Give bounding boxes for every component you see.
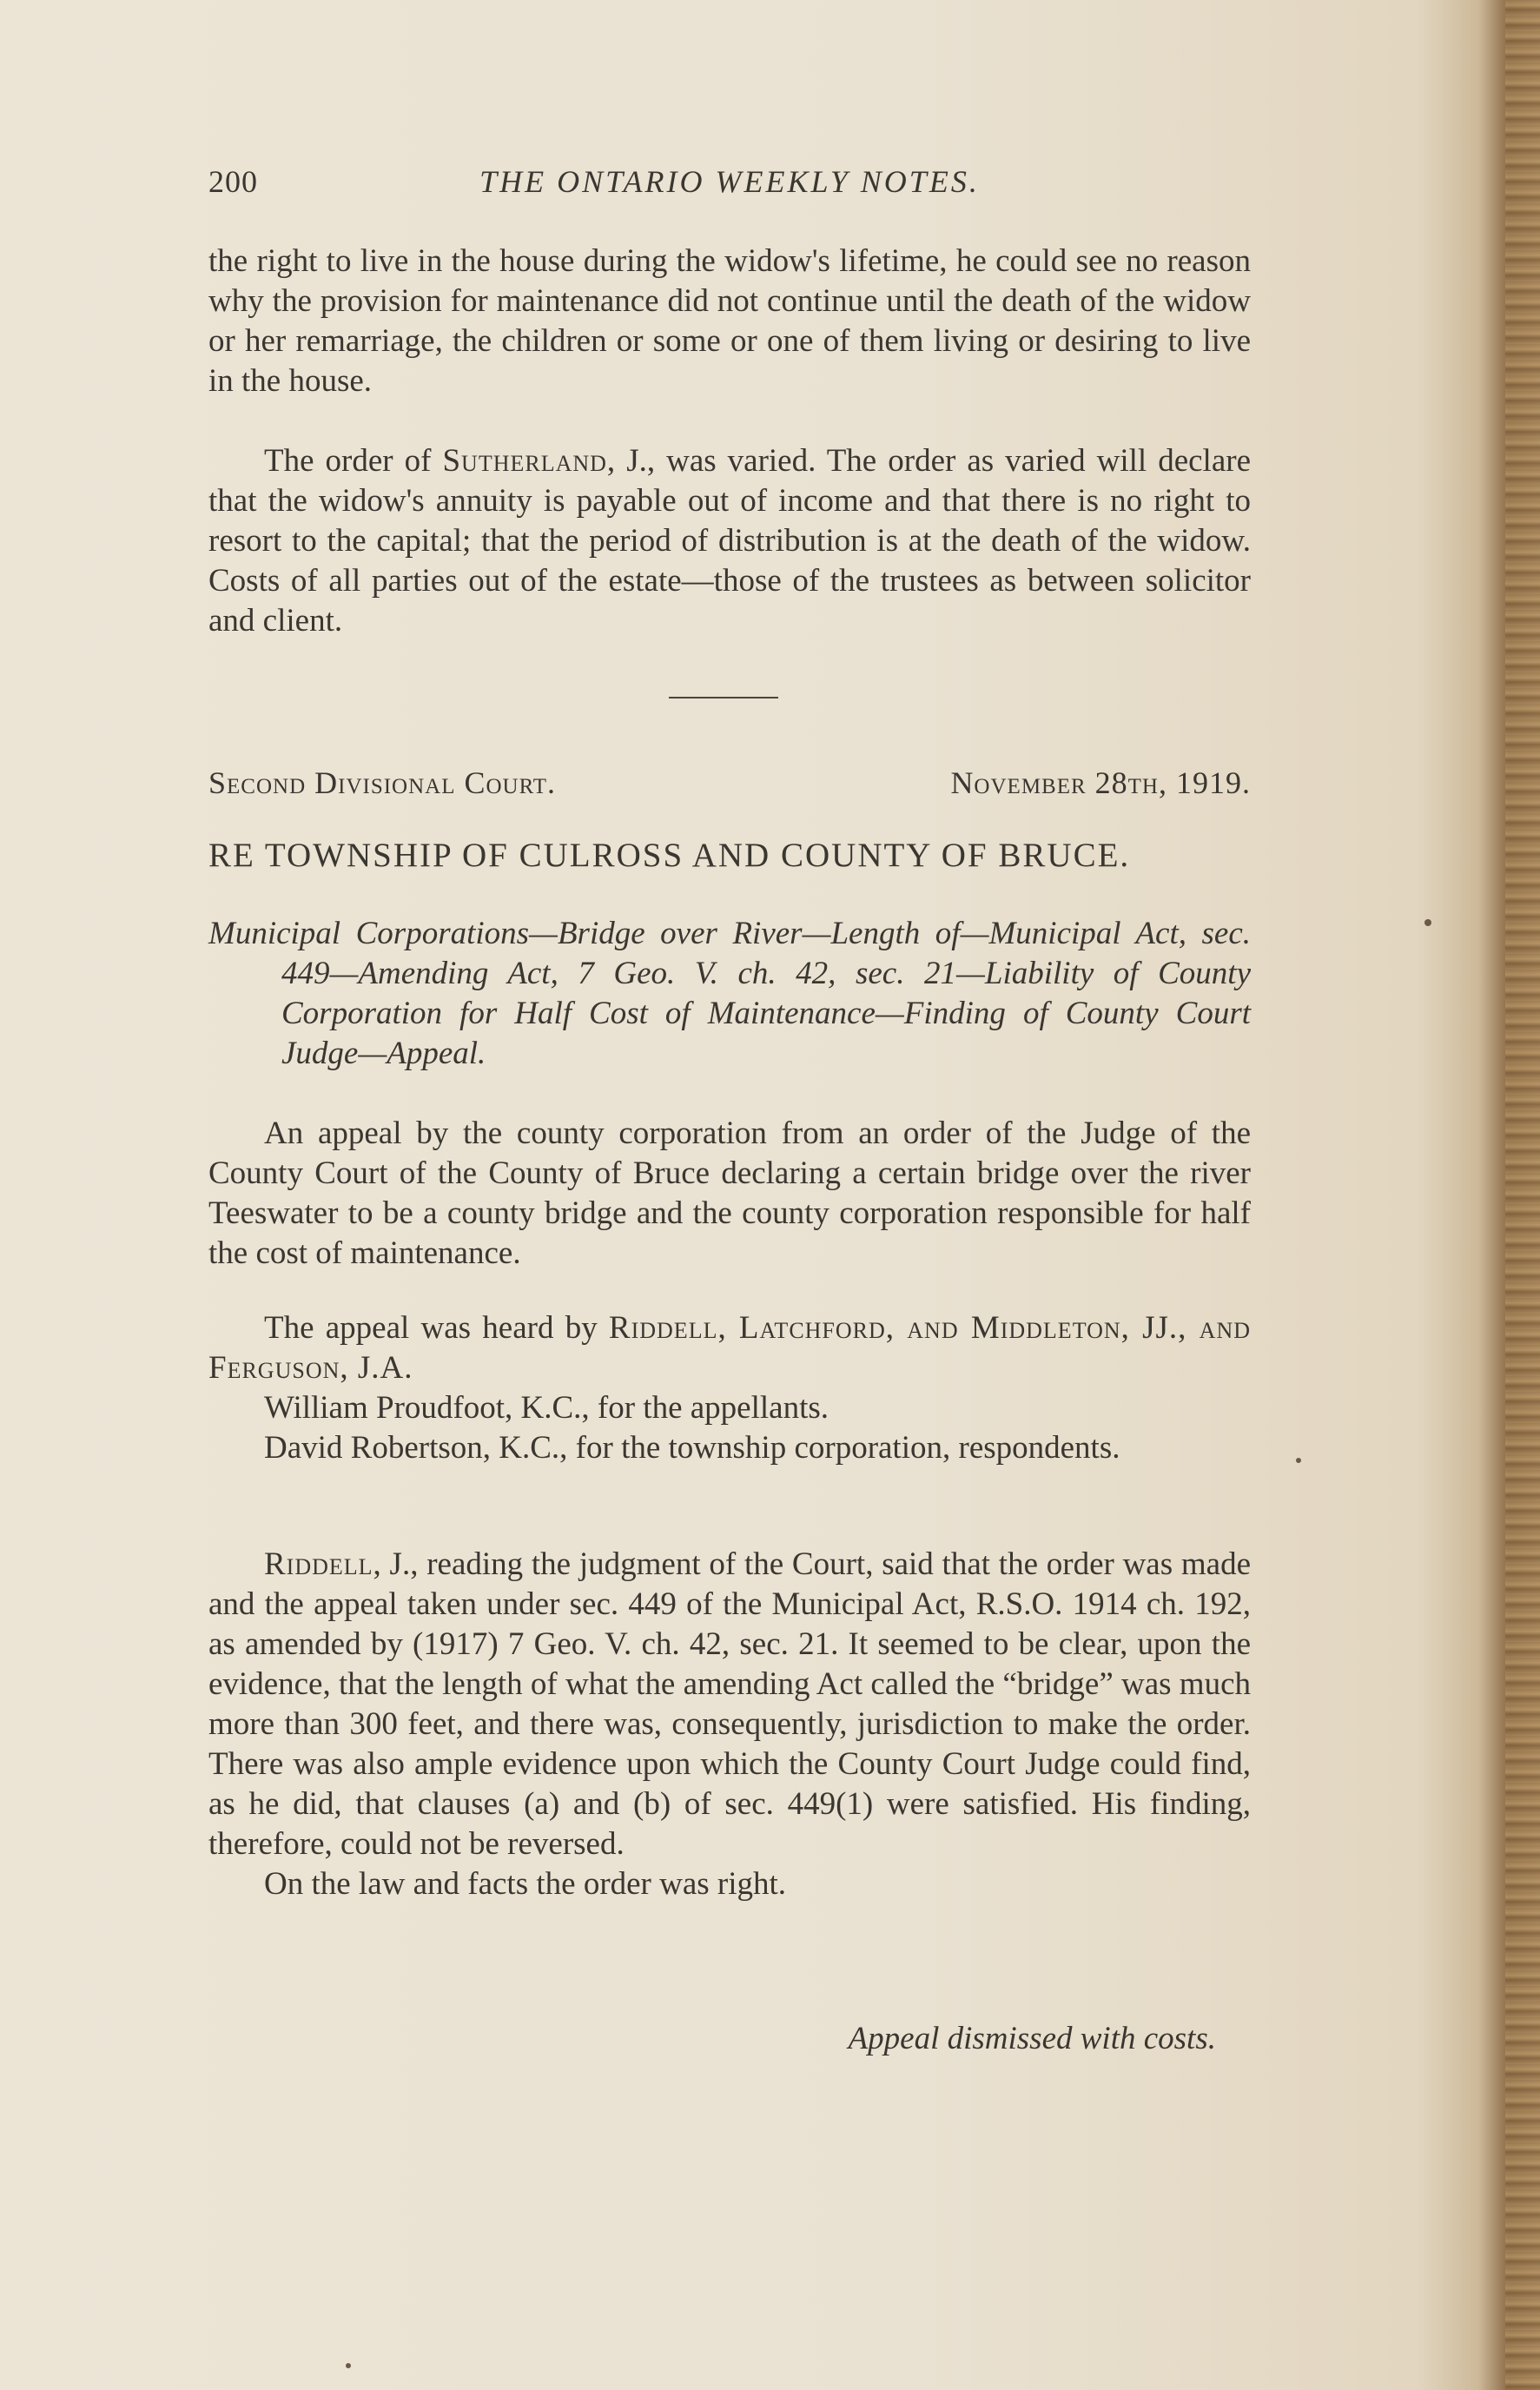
judgment-paragraph [208, 1545, 1251, 1864]
hearing-section [208, 1308, 1251, 1468]
court-name: Second Divisional Court. [208, 765, 557, 800]
judgment-judge: Riddell [264, 1546, 373, 1582]
result-line: Appeal dismissed with costs. [848, 2021, 1216, 2056]
judgment-section [208, 1545, 1251, 1904]
heard-by-pre: The appeal was heard by [264, 1310, 609, 1346]
order-section [208, 441, 1251, 641]
paper-speck [346, 2363, 351, 2368]
heard-by [208, 1308, 1251, 1388]
closing-line: On the law and facts the order was right. [264, 1866, 787, 1902]
order-pre: The order of [264, 443, 443, 479]
paper-speck [1296, 1458, 1301, 1463]
paper-speck [1424, 919, 1431, 926]
judgment-text: , J., reading the judgment of the Court, said that the order was made and the appeal taken under sec. 449 of the Municipal Act, R.S.O. 1914 ch. 192, as amended by (1917) 7 Geo. V. ch. 42, sec. 21. It seemed to be clear, upon the evidence, that the length of what the amending Act called the “bridge” was much more than 300 feet, and there was, consequently, jurisdiction to make the order. There was also ample evidence upon which the County Court Judge could find, as he did, that clauses (a) and (b) of sec. 449(1) were satisfied. His finding, therefore, could not be reversed. [208, 1546, 1252, 1862]
appeal-paragraph: An appeal by the county corporation from an order of the Judge of the County Court of the County of Bruce declaring a certain bridge over the river Teeswater to be a county bridge and the county corporation responsible for half the cost of maintenance. [208, 1116, 1251, 1271]
court-line [208, 765, 1251, 801]
running-title: THE ONTARIO WEEKLY NOTES. [479, 164, 980, 199]
headnote-text: Municipal Corporations—Bridge over River—Length of—Municipal Act, sec. 449—Amending Act, 7 Geo. V. ch. 42, sec. 21—Liability of County Corporation for Half Cost of Maintenance—Finding of County Court Judge—Appeal. [208, 916, 1251, 1071]
order-paragraph [208, 441, 1251, 641]
case-title: RE TOWNSHIP OF CULROSS AND COUNTY OF BRUCE. [208, 837, 1131, 874]
appeal-section [208, 1114, 1251, 1274]
decision-date: November 28th, 1919. [950, 765, 1251, 800]
page-edge [1505, 0, 1540, 2390]
judges-list: Riddell, Latchford, and Middleton, JJ., and Ferguson, J.A. [208, 1310, 1251, 1386]
continuation-text [208, 242, 1251, 401]
headnote [208, 914, 1251, 1074]
order-post: , J., was varied. The order as varied will declare that the widow's annuity is payable out of income and that there is no right to resort to the capital; that the period of distribution is at the death of the widow. Costs of all parties out of the estate—those of the trustees as between solicitor and client. [208, 443, 1251, 639]
section-divider [669, 697, 778, 698]
page-number: 200 [208, 164, 258, 199]
judge-name: Sutherland [442, 443, 607, 479]
continuation-paragraph: the right to live in the house during the widow's lifetime, he could see no reason why the provision for maintenance did not continue until the death of the widow or her remarriage, the children or some or one of them living or desiring to live in the house. [208, 243, 1251, 399]
counsel-respondents: David Robertson, K.C., for the township corporation, respondents. [264, 1430, 1120, 1466]
counsel-appellants: William Proudfoot, K.C., for the appellants. [264, 1390, 829, 1426]
